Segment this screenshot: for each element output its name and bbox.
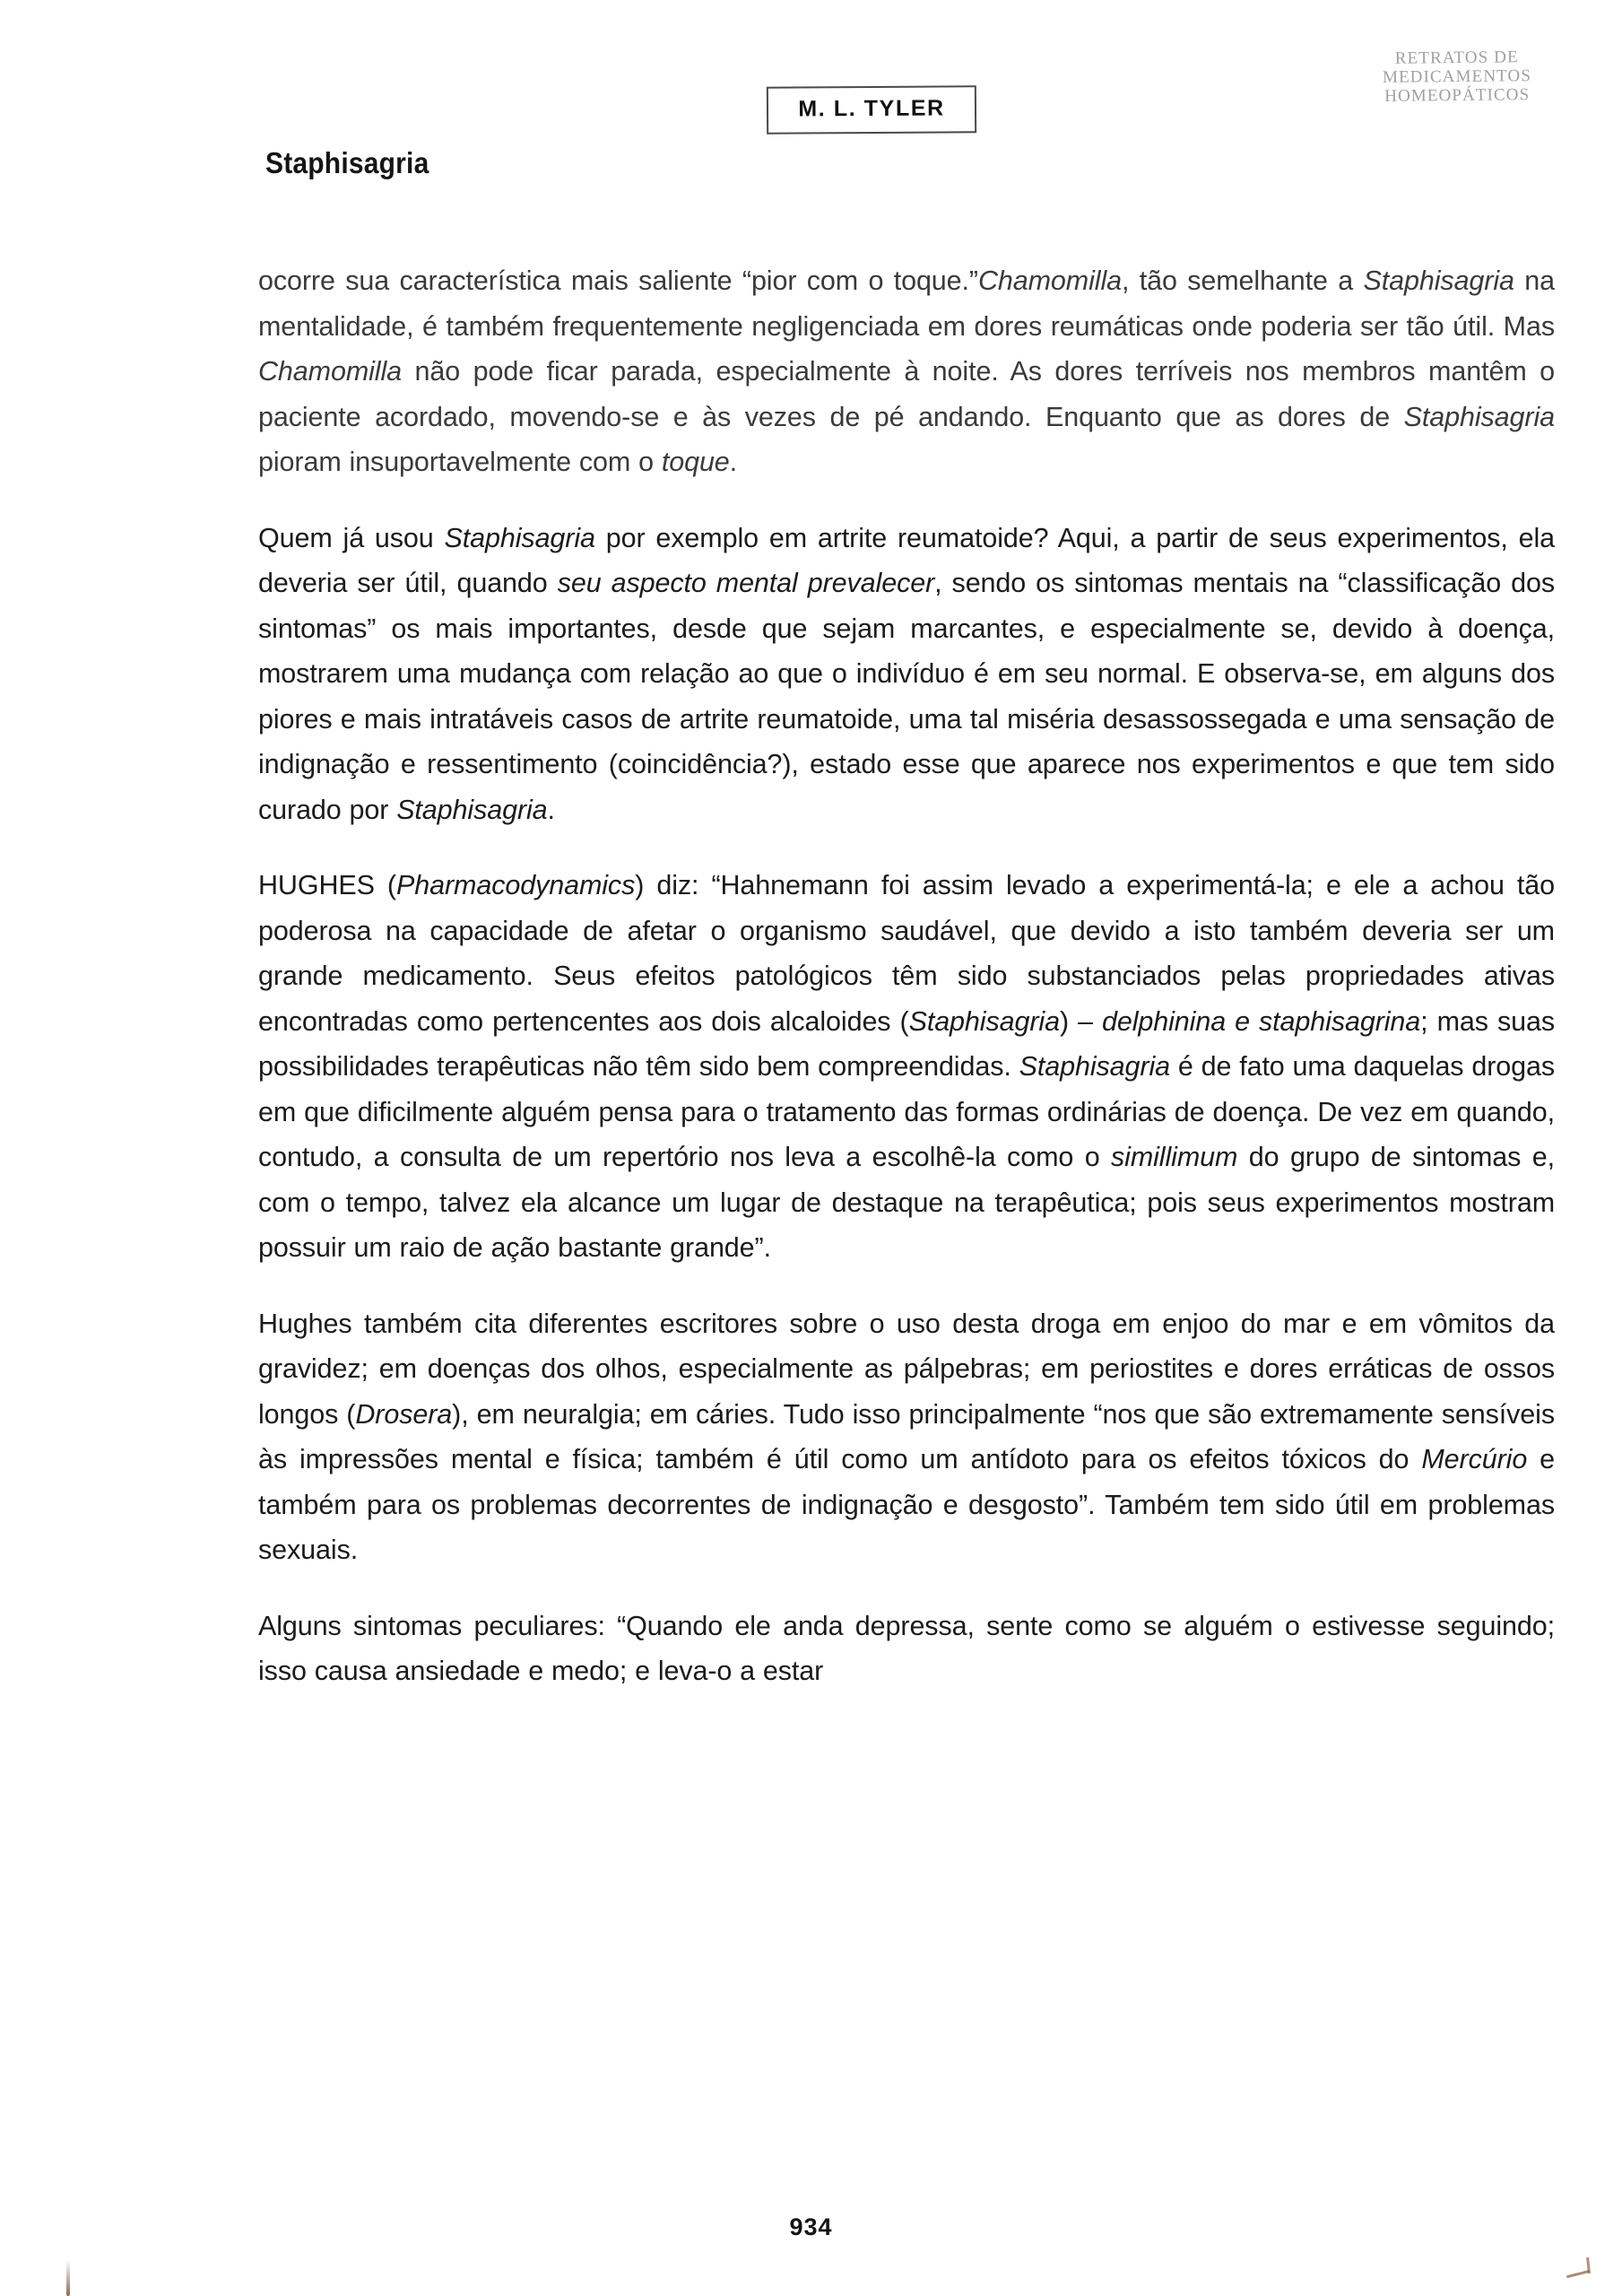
- body-text: não pode ficar parada, especialmente à noite. As dores terríveis nos membros mantêm o paciente acordado, movendo-se e às vezes de pé andando. Enquanto que as dores de: [258, 356, 1555, 432]
- body-text: Hughes também cita diferentes escritores sobre o uso desta droga em enjoo do mar e em vômitos da gravidez; em doenças dos olhos, especialmente as pálpebras; em periostites e dores erráticas de ossos longos (: [258, 1308, 1555, 1430]
- paragraph: [258, 1604, 1555, 1694]
- scan-artifact-right: [1566, 2270, 1590, 2278]
- emphasis-text: Chamomilla: [258, 356, 403, 387]
- body-text: ), em neuralgia; em cáries. Tudo isso principalmente “nos que são extremamente sensíveis às impressões mental e física; também é útil como um antídoto para os efeitos tóxicos do: [258, 1398, 1555, 1474]
- body-text: HUGHES (: [258, 870, 396, 900]
- body-text: por exemplo em artrite reumatoide? Aqui, a partir de seus experimentos, ela deveria ser útil, quando: [258, 522, 1555, 598]
- masthead-line-2: MEDICAMENTOS: [1382, 66, 1532, 87]
- body-text: Alguns sintomas peculiares: “Quando ele anda depressa, sente como se alguém o estivesse seguindo; isso causa ansiedade e medo; e leva-o a estar: [258, 1610, 1555, 1686]
- body-text: , tão semelhante a: [1122, 265, 1364, 296]
- scan-artifact-left: [66, 2260, 70, 2296]
- body-text-column: [258, 258, 1555, 1694]
- body-text: .: [547, 794, 555, 825]
- emphasis-text: Drosera: [355, 1398, 453, 1430]
- paragraph: [258, 1301, 1555, 1573]
- page-title: Staphisagria: [265, 147, 429, 180]
- body-text: .: [729, 447, 738, 477]
- emphasis-text: simillimum: [1111, 1142, 1238, 1172]
- emphasis-text: Mercúrio: [1421, 1444, 1528, 1474]
- body-text: na mentalidade, é também frequentemente negligenciada em dores reumáticas onde poderia ser tão útil. Mas: [258, 265, 1555, 342]
- body-text: ocorre sua característica mais saliente “pior com o toque.”: [258, 265, 978, 296]
- masthead-line-1: RETRATOS DE: [1394, 48, 1519, 68]
- page-number: 934: [789, 2213, 833, 2240]
- body-text: é de fato uma daquelas drogas em que dificilmente alguém pensa para o tratamento das formas ordinárias de doença. De vez em quando, contudo, a consulta de um repertório nos leva a escolhê-la como o: [258, 1051, 1555, 1172]
- body-text: ; mas suas possibilidades terapêuticas não têm sido bem compreendidas.: [258, 1005, 1555, 1082]
- paragraph: [258, 863, 1555, 1271]
- paragraph: [258, 258, 1555, 485]
- emphasis-text: Staphisagria: [1363, 265, 1514, 296]
- emphasis-text: Chamomilla: [977, 265, 1122, 296]
- emphasis-text: Staphisagria: [1403, 401, 1555, 432]
- body-text: do grupo de sintomas e, com o tempo, talvez ela alcance um lugar de destaque na terapêutica; pois seus experimentos mostram possuir um raio de ação bastante grande”.: [258, 1142, 1555, 1263]
- body-text: pioram insuportavelmente com o: [258, 447, 662, 477]
- body-text: ) diz: “Hahnemann foi assim levado a experimentá-la; e ele a achou tão poderosa na capacidade de afetar o organismo saudável, que devido a isto também deveria ser um grande medicamento. Seus efeitos patológicos têm sido substanciados pelas propriedades ativas encontradas como pertencentes aos dois alcaloides (: [258, 870, 1555, 1037]
- emphasis-text: Staphisagria: [1019, 1051, 1170, 1082]
- emphasis-text: delphinina e staphisagrina: [1101, 1005, 1421, 1037]
- masthead-line-3: HOMEOPÁTICOS: [1384, 85, 1531, 106]
- series-masthead: [1314, 47, 1601, 106]
- emphasis-text: Staphisagria: [396, 794, 548, 825]
- emphasis-text: toque: [661, 447, 730, 477]
- paragraph: [258, 516, 1555, 833]
- emphasis-text: Pharmacodynamics: [396, 870, 636, 900]
- emphasis-text: Staphisagria: [908, 1005, 1060, 1037]
- body-text: , sendo os sintomas mentais na “classificação dos sintomas” os mais importantes, desde que sejam marcantes, e especialmente se, devido à doença, mostrarem uma mudança com relação ao que o indivíduo é em seu normal. E observa-se, em alguns dos piores e mais intratáveis casos de artrite reumatoide, uma tal miséria desassossegada e uma sensação de indignação e ressentimento (coincidência?), estado esse que aparece nos experimentos e que tem sido curado por: [258, 568, 1555, 825]
- emphasis-text: Staphisagria: [444, 522, 595, 553]
- running-head: [0, 48, 1622, 181]
- body-text: Quem já usou: [258, 522, 445, 553]
- emphasis-text: seu aspecto mental prevalecer: [557, 568, 935, 598]
- author-name-box: M. L. TYLER: [767, 85, 976, 134]
- body-text: ) –: [1059, 1005, 1102, 1037]
- body-text: e também para os problemas decorrentes de indignação e desgosto”. Também tem sido útil em problemas sexuais.: [258, 1444, 1555, 1565]
